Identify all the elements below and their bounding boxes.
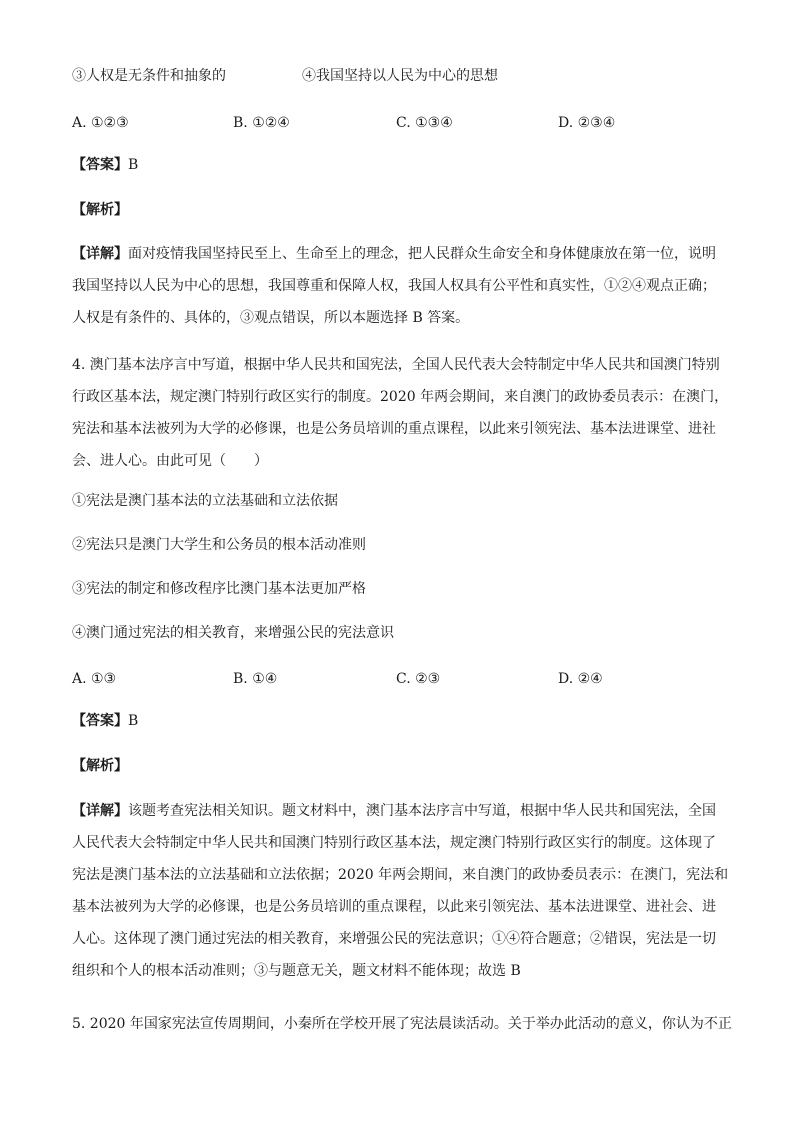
detail-line: 宪法是澳门基本法的立法基础和立法依据；2020 年两会期间，来自澳门的政协委员表示：在澳门，宪法和	[72, 867, 729, 883]
detail-line: 人权是有条件的、具体的，③观点错误，所以本题选择 B 答案。	[72, 310, 470, 326]
stem-line: 会、进人心。由此可见（ ）	[72, 453, 268, 469]
detail-tag: 【详解】	[72, 803, 128, 819]
q4-stem	[72, 355, 729, 483]
q4-option-d: D. ②④	[558, 671, 603, 687]
detail-line: 基本法被列为大学的必修课，也是公务员培训的重点课程，以此来引领宪法、基本法进课堂、进社会、进	[72, 899, 716, 915]
q3-option-a: A. ①②③	[72, 115, 129, 131]
detail-tag: 【详解】	[72, 246, 128, 262]
stem-line: 行政区基本法，规定澳门特别行政区实行的制度。2020 年两会期间，来自澳门的政协委员表示：在澳门，	[72, 389, 729, 405]
q5-stem: 5. 2020 年国家宪法宣传周期间，小秦所在学校开展了宪法晨读活动。关于举办此活动的意义，你认为不正	[72, 1016, 732, 1032]
answer-tag: 【答案】	[72, 157, 128, 173]
q4-statement-1: ①宪法是澳门基本法的立法基础和立法依据	[72, 493, 338, 509]
answer-value: B	[128, 713, 139, 729]
q3-statement-3: ③人权是无条件和抽象的	[72, 68, 226, 84]
stem-line: 4. 澳门基本法序言中写道，根据中华人民共和国宪法，全国人民代表大会特制定中华人民共和国澳门特别	[72, 357, 720, 373]
stem-line: 宪法和基本法被列为大学的必修课，也是公务员培训的重点课程，以此来引领宪法、基本法进课堂、进社	[72, 421, 716, 437]
q3-option-b: B. ①②④	[233, 115, 290, 131]
q4-answer	[72, 711, 138, 731]
q4-option-c: C. ②③	[396, 671, 441, 687]
q3-statement-4: ④我国坚持以人民为中心的思想	[302, 68, 498, 84]
q4-detail	[72, 801, 729, 993]
q4-analysis-heading	[72, 756, 128, 776]
q4-statement-2: ②宪法只是澳门大学生和公务员的根本活动准则	[72, 537, 366, 553]
detail-line: 组织和个人的根本活动准则；③与题意无关，题文材料不能体现；故选 B	[72, 963, 521, 979]
answer-value: B	[128, 157, 139, 173]
q4-statement-3: ③宪法的制定和修改程序比澳门基本法更加严格	[72, 581, 366, 597]
q3-detail	[72, 244, 724, 340]
detail-line: 人心。这体现了澳门通过宪法的相关教育，来增强公民的宪法意识；①④符合题意；②错误，宪法是一切	[72, 931, 716, 947]
q4-option-b: B. ①④	[233, 671, 278, 687]
q3-analysis-heading	[72, 200, 128, 220]
detail-line: 【详解】面对疫情我国坚持民至上、生命至上的理念，把人民群众生命安全和身体健康放在第一位，说明	[72, 246, 716, 262]
detail-line: 人民代表大会特制定中华人民共和国澳门特别行政区基本法，规定澳门特别行政区实行的制度。这体现了	[72, 835, 716, 851]
q4-option-a: A. ①③	[72, 671, 117, 687]
answer-tag: 【答案】	[72, 713, 128, 729]
q3-option-c: C. ①③④	[396, 115, 453, 131]
q4-statement-4: ④澳门通过宪法的相关教育，来增强公民的宪法意识	[72, 625, 394, 641]
analysis-tag: 【解析】	[72, 758, 128, 774]
detail-line: 我国坚持以人民为中心的思想，我国尊重和保障人权，我国人权具有公平性和真实性，①②④观点正确；	[72, 278, 716, 294]
analysis-tag: 【解析】	[72, 202, 128, 218]
detail-line: 【详解】该题考查宪法相关知识。题文材料中，澳门基本法序言中写道，根据中华人民共和国宪法，全国	[72, 803, 716, 819]
q3-answer	[72, 155, 138, 175]
q3-option-d: D. ②③④	[558, 115, 616, 131]
